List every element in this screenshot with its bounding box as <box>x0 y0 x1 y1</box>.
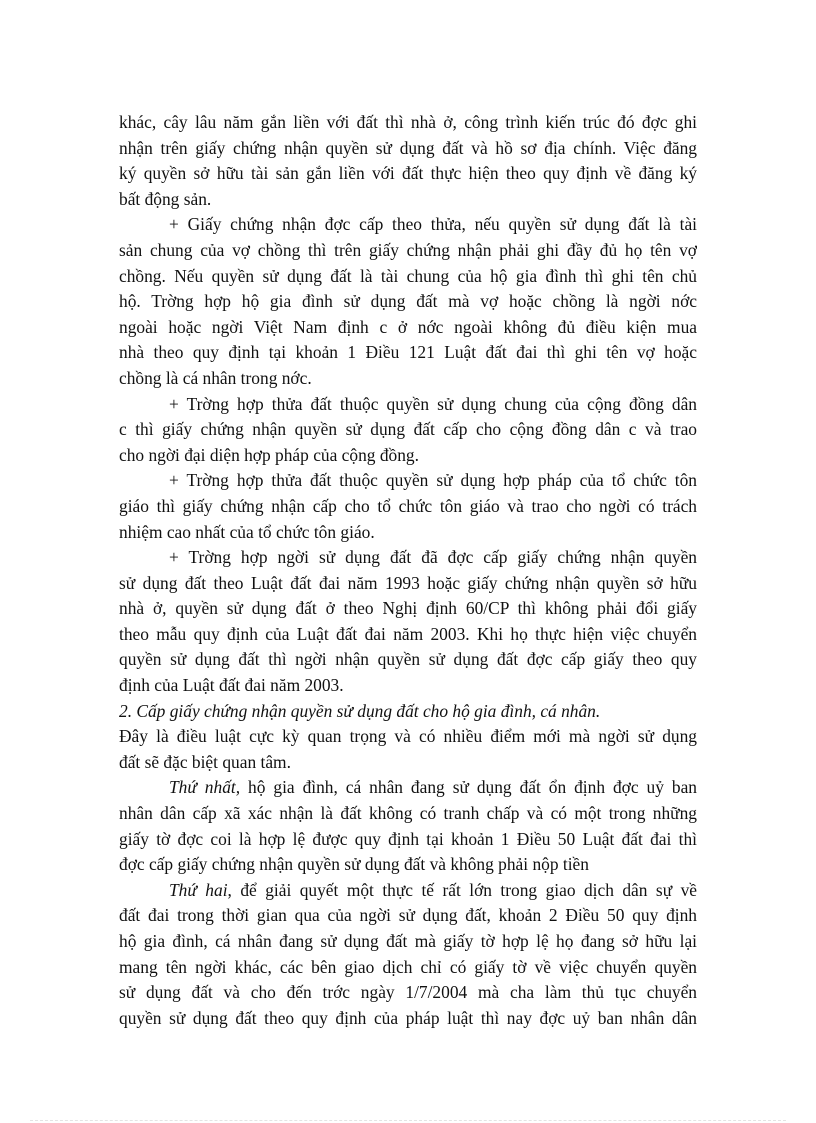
text-line: định của Luật đất đai năm 2003. <box>119 675 344 696</box>
text-line: + Trờng hợp ngời sử dụng đất đã đợc cấp giấy chứng nhận quyền <box>169 547 697 568</box>
text-line: sử dụng đất và cho đến trớc ngày 1/7/2004 mà cha làm thủ tục chuyển <box>119 982 697 1003</box>
text-line: ký quyền sở hữu tài sản gắn liền với đất thực hiện theo quy định về đăng ký <box>119 163 697 184</box>
text-line: quyền sử dụng đất theo quy định của pháp luật thì nay đợc uỷ ban nhân dân <box>119 1007 697 1028</box>
italic-lead: Thứ hai <box>169 879 228 900</box>
text-line: ngoài hoặc ngời Việt Nam định c ở nớc ngoài không đủ điều kiện mua <box>119 316 697 337</box>
text-line: hộ gia đình, cá nhân đang sử dụng đất mà giấy tờ hợp lệ họ đang sở hữu lại <box>119 931 697 951</box>
text-line: đợc cấp giấy chứng nhận quyền sử dụng đất và không phải nộp tiền <box>119 854 589 875</box>
text-line: c thì giấy chứng nhận quyền sử dụng đất cấp cho cộng đồng dân c và trao <box>119 419 697 440</box>
text-line <box>119 775 697 801</box>
text-line: nhận trên giấy chứng nhận quyền sử dụng đất và hồ sơ địa chính. Việc đăng <box>119 137 697 158</box>
page-bottom-divider <box>30 1120 786 1121</box>
text-line: nhà ở, quyền sử dụng đất ở theo Nghị định 60/CP thì không phải đổi giấy <box>119 598 697 619</box>
italic-lead: Thứ nhất, <box>169 777 241 798</box>
text-line: hộ. Trờng hợp hộ gia đình sử dụng đất mà vợ hoặc chồng là ngời nớc <box>119 291 697 312</box>
text-line: sản chung của vợ chồng thì trên giấy chứng nhận phải ghi đầy đủ họ tên vợ <box>119 239 697 260</box>
text-line: bất động sản. <box>119 188 212 209</box>
text-line: nhà theo quy định tại khoản 1 Điều 121 Luật đất đai thì ghi tên vợ hoặc <box>119 342 697 363</box>
text-run: , để giải quyết một thực tế rất lớn trong giao dịch dân sự về <box>227 879 697 900</box>
text-line: khác, cây lâu năm gắn liền với đất thì nhà ở, công trình kiến trúc đó đợc ghi <box>119 112 697 132</box>
text-line: + Trờng hợp thửa đất thuộc quyền sử dụng hợp pháp của tổ chức tôn <box>169 470 697 491</box>
document-body <box>119 110 697 1031</box>
text-line: mang tên ngời khác, các bên giao dịch chỉ có giấy tờ về việc chuyển quyền <box>119 956 697 977</box>
text-run: hộ gia đình, cá nhân đang sử dụng đất ổn định đợc uỷ ban <box>240 777 697 798</box>
text-line: cho ngời đại diện hợp pháp của cộng đồng. <box>119 444 419 465</box>
section-heading: 2. Cấp giấy chứng nhận quyền sử dụng đất cho hộ gia đình, cá nhân. <box>119 700 601 721</box>
text-line: chồng. Nếu quyền sử dụng đất là tài chung của hộ gia đình thì ghi tên chủ <box>119 265 697 286</box>
text-line: nhiệm cao nhất của tổ chức tôn giáo. <box>119 521 375 542</box>
text-line: đất đai trong thời gian qua của ngời sử dụng đất, khoản 2 Điều 50 quy định <box>119 905 697 926</box>
text-line: theo mẫu quy định của Luật đất đai năm 2003. Khi họ thực hiện việc chuyển <box>119 623 697 644</box>
text-line: Đây là điều luật cực kỳ quan trọng và có nhiều điểm mới mà ngời sử dụng <box>119 726 697 747</box>
text-line: + Trờng hợp thửa đất thuộc quyền sử dụng chung của cộng đồng dân <box>169 393 697 414</box>
text-line: sử dụng đất theo Luật đất đai năm 1993 hoặc giấy chứng nhận quyền sở hữu <box>119 572 697 593</box>
text-line <box>119 878 697 904</box>
text-line: + Giấy chứng nhận đợc cấp theo thửa, nếu quyền sử dụng đất là tài <box>169 214 697 235</box>
text-line: giấy tờ đợc coi là hợp lệ được quy định tại khoản 1 Điều 50 Luật đất đai thì <box>119 828 697 849</box>
text-line: đất sẽ đặc biệt quan tâm. <box>119 751 291 772</box>
text-line: nhân dân cấp xã xác nhận là đất không có tranh chấp và có một trong những <box>119 803 697 824</box>
text-line: chồng là cá nhân trong nớc. <box>119 367 312 388</box>
text-line: giáo thì giấy chứng nhận cấp cho tổ chức tôn giáo và trao cho ngời có trách <box>119 495 697 516</box>
text-line: quyền sử dụng đất thì ngời nhận quyền sử dụng đất đợc cấp giấy theo quy <box>119 649 697 670</box>
